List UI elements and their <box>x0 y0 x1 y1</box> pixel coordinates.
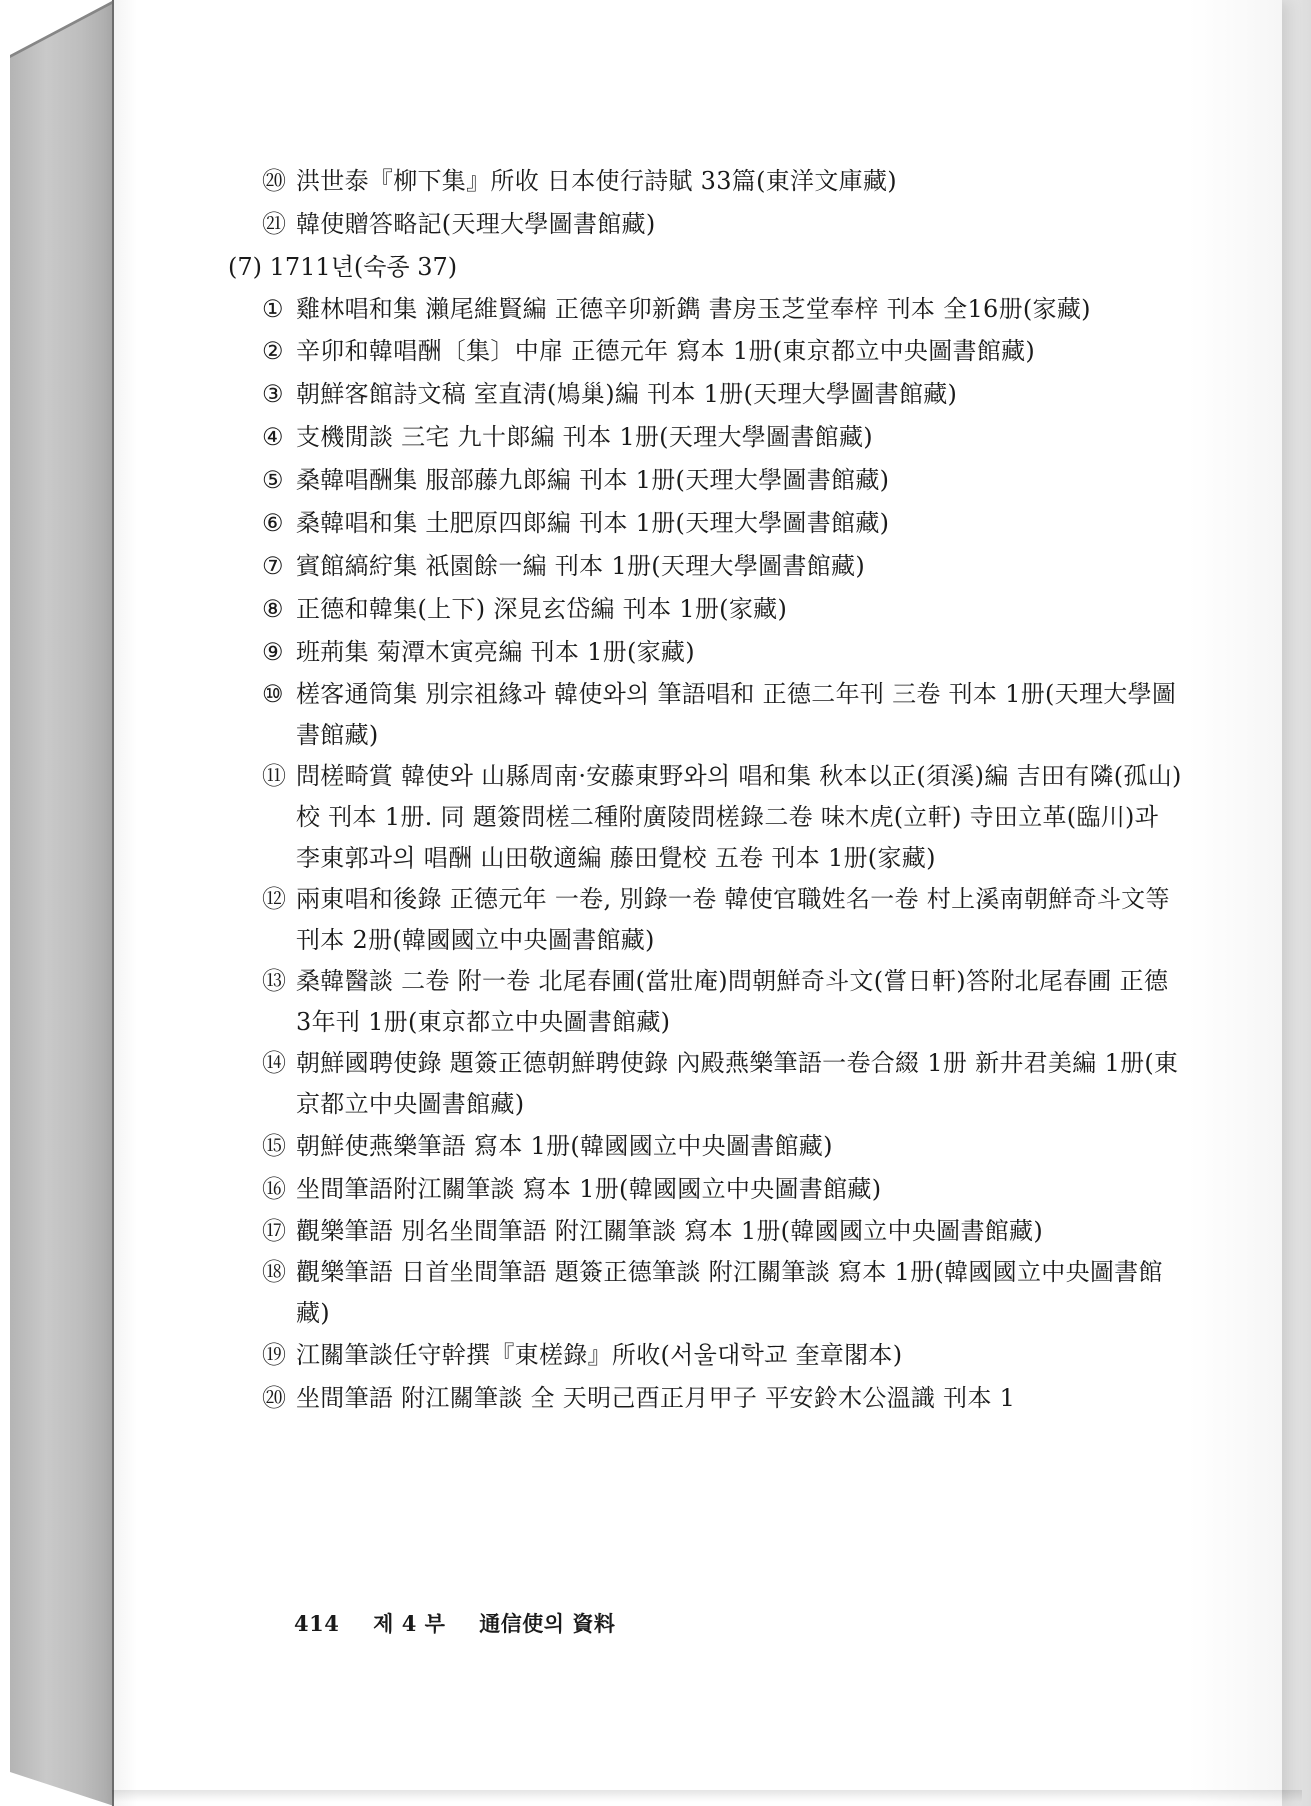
list-item <box>262 961 1182 1043</box>
list-item <box>262 416 1182 459</box>
list-item <box>262 330 1182 373</box>
item-number: ⑤ <box>262 466 284 494</box>
page-content <box>228 160 1182 1420</box>
list-item <box>262 502 1182 545</box>
item-number: ㉑ <box>262 210 287 238</box>
item-number: ⑳ <box>262 1384 287 1412</box>
item-number: ⑱ <box>262 1258 287 1286</box>
list-item <box>262 373 1182 416</box>
list-item <box>262 1125 1182 1168</box>
page-number: 414 <box>294 1611 340 1636</box>
item-number: ⑯ <box>262 1175 287 1203</box>
list-item <box>262 588 1182 631</box>
list-item <box>262 1043 1182 1125</box>
item-number: ⑧ <box>262 595 284 623</box>
item-text: 桑韓唱酬集 服部藤九郞編 刊本 1册(天理大學圖書館藏) <box>296 466 890 494</box>
list-item <box>262 1168 1182 1211</box>
item-text: 坐間筆語 附江關筆談 全 天明己酉正月甲子 平安鈴木公溫識 刊本 1 <box>296 1384 1016 1412</box>
item-number: ② <box>262 337 284 365</box>
page-shadow <box>112 1790 1302 1802</box>
item-text: 韓使贈答略記(天理大學圖書館藏) <box>296 210 656 238</box>
item-text: 桑韓醫談 二卷 附一卷 北尾春圃(當壯庵)問朝鮮奇斗文(嘗日軒)答附北尾春圃 正德 3年刊 1册(東京都立中央圖書館藏) <box>296 967 1169 1036</box>
item-text: 坐間筆語附江關筆談 寫本 1册(韓國國立中央圖書館藏) <box>296 1175 882 1203</box>
item-number: ⑬ <box>262 967 287 995</box>
part-label: 제 4 부 <box>373 1611 446 1636</box>
item-text: 朝鮮國聘使錄 題簽正德朝鮮聘使錄 內殿燕樂筆語一卷合綴 1册 新井君美編 1册(東京都立中央圖書館藏) <box>296 1049 1179 1118</box>
list-item <box>262 1334 1182 1377</box>
item-text: 朝鮮客館詩文稿 室直淸(鳩巢)編 刊本 1册(天理大學圖書館藏) <box>296 380 958 408</box>
item-number: ③ <box>262 380 284 408</box>
list-item <box>262 545 1182 588</box>
item-number: ⑭ <box>262 1049 287 1077</box>
item-number: ⑪ <box>262 762 287 790</box>
list-item <box>262 160 1182 203</box>
item-number: ⑥ <box>262 509 284 537</box>
item-number: ⑩ <box>262 680 284 708</box>
item-text: 班荊集 菊潭木寅亮編 刊本 1册(家藏) <box>296 638 695 666</box>
list-item <box>262 289 1182 330</box>
item-number: ⑳ <box>262 167 287 195</box>
item-text: 朝鮮使燕樂筆語 寫本 1册(韓國國立中央圖書館藏) <box>296 1132 833 1160</box>
item-text: 雞林唱和集 瀨尾維賢編 正德辛卯新鐫 書房玉芝堂奉梓 刊本 全16册(家藏) <box>296 295 1091 323</box>
item-text: 洪世泰『柳下集』所收 日本使行詩賦 33篇(東洋文庫藏) <box>296 167 897 195</box>
item-text: 桑韓唱和集 土肥原四郞編 刊本 1册(天理大學圖書館藏) <box>296 509 890 537</box>
item-text: 正德和韓集(上下) 深見玄岱編 刊本 1册(家藏) <box>296 595 788 623</box>
list-item <box>262 203 1182 246</box>
item-number: ⑲ <box>262 1341 287 1369</box>
list-item <box>262 879 1182 961</box>
item-number: ⑨ <box>262 638 284 666</box>
running-title: 通信使의 資料 <box>479 1611 616 1636</box>
item-number: ① <box>262 295 284 323</box>
list-item <box>262 1377 1182 1420</box>
list-item <box>262 1252 1182 1334</box>
item-number: ⑰ <box>262 1217 287 1245</box>
item-text: 賓館縞紵集 祇園餘一編 刊本 1册(天理大學圖書館藏) <box>296 552 865 580</box>
page-footer <box>294 1608 641 1638</box>
section-heading: (7) 1711년(숙종 37) <box>228 253 458 281</box>
item-number: ⑦ <box>262 552 284 580</box>
item-text: 槎客通筒集 別宗祖緣과 韓使와의 筆語唱和 正德二年刊 三卷 刊本 1册(天理大學圖書館藏) <box>296 680 1177 749</box>
item-number: ⑫ <box>262 885 287 913</box>
item-text: 觀樂筆語 日首坐間筆語 題簽正德筆談 附江關筆談 寫本 1册(韓國國立中央圖書館藏) <box>296 1258 1163 1327</box>
item-text: 觀樂筆語 別名坐間筆語 附江關筆談 寫本 1册(韓國國立中央圖書館藏) <box>296 1217 1044 1245</box>
item-text: 辛卯和韓唱酬〔集〕中扉 正德元年 寫本 1册(東京都立中央圖書館藏) <box>296 337 1036 365</box>
list-item <box>262 1211 1182 1252</box>
book-spine <box>10 0 114 1806</box>
list-item <box>262 756 1182 879</box>
item-number: ④ <box>262 423 284 451</box>
item-text: 支機閒談 三宅 九十郞編 刊本 1册(天理大學圖書館藏) <box>296 423 873 451</box>
list-item <box>262 674 1182 756</box>
item-text: 兩東唱和後錄 正德元年 一卷, 別錄一卷 韓使官職姓名一卷 村上溪南朝鮮奇斗文等刊本 2册(韓國國立中央圖書館藏) <box>296 885 1170 954</box>
list-item <box>262 459 1182 502</box>
item-number: ⑮ <box>262 1132 287 1160</box>
item-text: 江關筆談任守幹撰『東槎錄』所收(서울대학교 奎章閣本) <box>296 1341 903 1369</box>
list-item <box>262 631 1182 674</box>
item-text: 問槎畸賞 韓使와 山縣周南·安藤東野와의 唱和集 秋本以正(須溪)編 吉田有隣(孤山)校 刊本 1册. 同 題簽問槎二種附廣陵問槎錄二卷 味木虎(立軒) 寺田立革(臨川)과 李東郭과의 唱酬 山田敬適編 藤田覺校 五卷 刊本 1册(家藏) <box>296 762 1182 872</box>
